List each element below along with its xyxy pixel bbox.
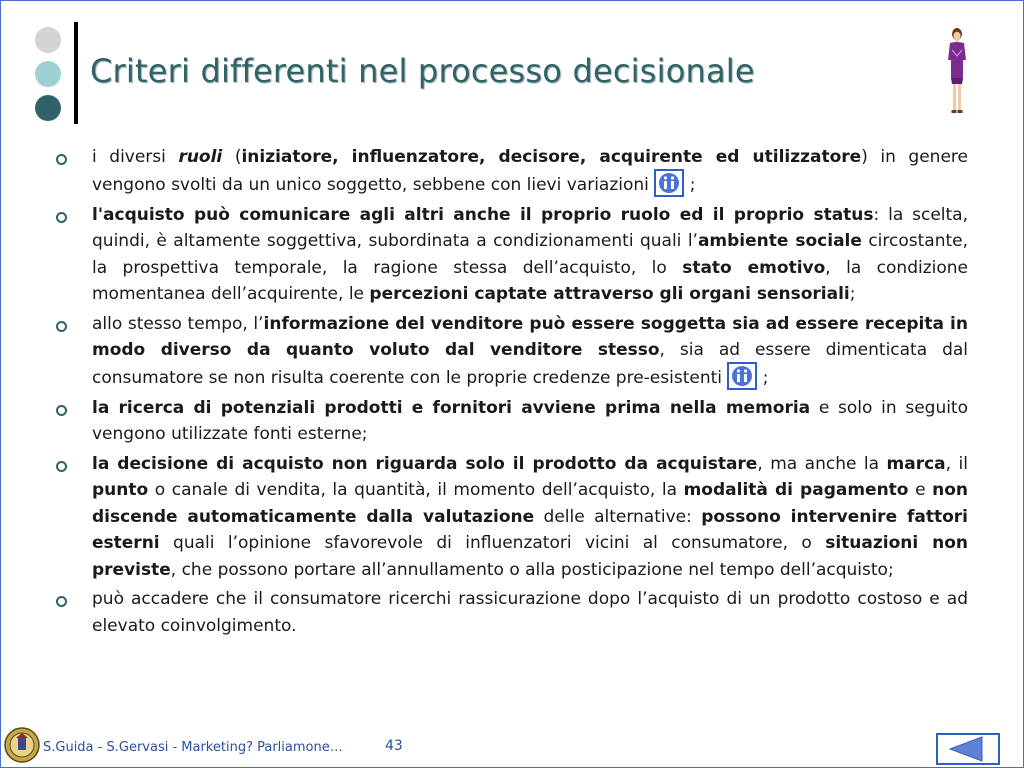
decor-dot-mid [35, 61, 61, 87]
body-text: , il [945, 453, 968, 474]
emphasis-text: punto [92, 480, 149, 500]
body-text: ( [222, 147, 242, 167]
body-text: : la scelta, quindi, è altamente soggettiva, subordinata a condizionamenti quali l’ [92, 204, 968, 251]
info-icon [656, 171, 682, 195]
emphasis-text: iniziatore, influenzatore, decisore, acquirente ed utilizzatore [241, 147, 862, 167]
title-divider [74, 22, 78, 124]
emphasis-text: situazioni non previste [92, 533, 969, 580]
emphasis-text: non discende automaticamente dalla valutazione [92, 480, 968, 527]
body-text: ; [757, 367, 769, 388]
emphasis-text: stato emotivo [682, 257, 826, 278]
decor-dot-dark [35, 95, 61, 121]
body-text: , la condizione momentanea dell’acquirente, le [92, 257, 968, 304]
footer-credits: S.Guida - S.Gervasi - Marketing? Parliamone… [43, 740, 343, 755]
body-text: i diversi [92, 147, 179, 167]
body-text: ; [849, 284, 856, 304]
emphasis-text: marca [886, 453, 946, 474]
back-arrow-icon [938, 735, 998, 763]
emphasis-text: la ricerca di potenziali prodotti e fornitori avviene prima nella memoria [92, 397, 811, 418]
body-text: ; [684, 174, 696, 195]
bullet-marker [56, 461, 67, 472]
emphasis-text: modalità di pagamento [683, 480, 909, 500]
body-text: , che possono portare all’annullamento o alla posticipazione nel tempo dell’acquisto; [170, 559, 894, 580]
body-text: circostante, la prospettiva temporale, la ragione stessa dell’acquisto, lo [92, 231, 969, 278]
bullet-list [56, 144, 968, 642]
emphasis-text: la decisione di acquisto non riguarda solo il prodotto da acquistare [92, 453, 758, 474]
businesswoman-icon [942, 26, 972, 118]
bullet-item [56, 144, 968, 199]
emphasis-text: ambiente sociale [697, 231, 862, 251]
body-text: ) in genere vengono svolti da un unico soggetto, sebbene con lievi variazioni [92, 147, 968, 195]
body-text: quali l’opinione sfavorevole di influenzatori vicini al consumatore, o [159, 533, 826, 553]
body-text: e [908, 480, 933, 500]
emphasis-text: ruoli [178, 147, 223, 167]
slide-title: Criteri differenti nel processo decisionale [90, 52, 755, 90]
previous-slide-button[interactable] [936, 733, 1000, 765]
bullet-marker [56, 596, 67, 607]
bullet-item [56, 311, 968, 392]
body-text: delle alternative: [534, 506, 702, 527]
body-text: o canale di vendita, la quantità, il momento dell’acquisto, la [148, 480, 684, 500]
bullet-marker [56, 405, 67, 416]
bullet-item [56, 395, 968, 448]
emphasis-text: informazione del venditore può essere soggetta sia ad essere recepita in modo diverso da quanto voluto dal venditore stesso [92, 313, 968, 360]
bullet-item [56, 586, 968, 639]
bullet-marker [56, 154, 67, 165]
bullet-item [56, 451, 968, 584]
emphasis-text: percezioni captate attraverso gli organi sensoriali [369, 284, 850, 304]
body-text: allo stesso tempo, l’ [92, 313, 264, 334]
page-number: 43 [385, 738, 403, 754]
bullet-marker [56, 321, 67, 332]
info-icon [729, 364, 755, 388]
body-text: , sia ad essere dimenticata dal consumatore se non risulta coerente con le proprie credenze pre-esistenti [92, 340, 969, 388]
emphasis-text: l'acquisto può comunicare agli altri anche il proprio ruolo ed il proprio status [92, 204, 874, 225]
info-button[interactable] [654, 169, 684, 197]
bullet-item [56, 202, 968, 308]
body-text: e solo in seguito vengono utilizzate fonti esterne; [92, 397, 969, 444]
info-button[interactable] [727, 362, 757, 390]
emphasis-text: possono intervenire fattori esterni [92, 506, 968, 553]
university-seal-icon [3, 724, 41, 766]
body-text: può accadere che il consumatore ricerchi rassicurazione dopo l’acquisto di un prodotto costoso e ad elevato coinvolgimento. [92, 589, 968, 636]
body-text: , ma anche la [757, 453, 887, 474]
bullet-marker [56, 212, 67, 223]
decor-dot-light [35, 27, 61, 53]
